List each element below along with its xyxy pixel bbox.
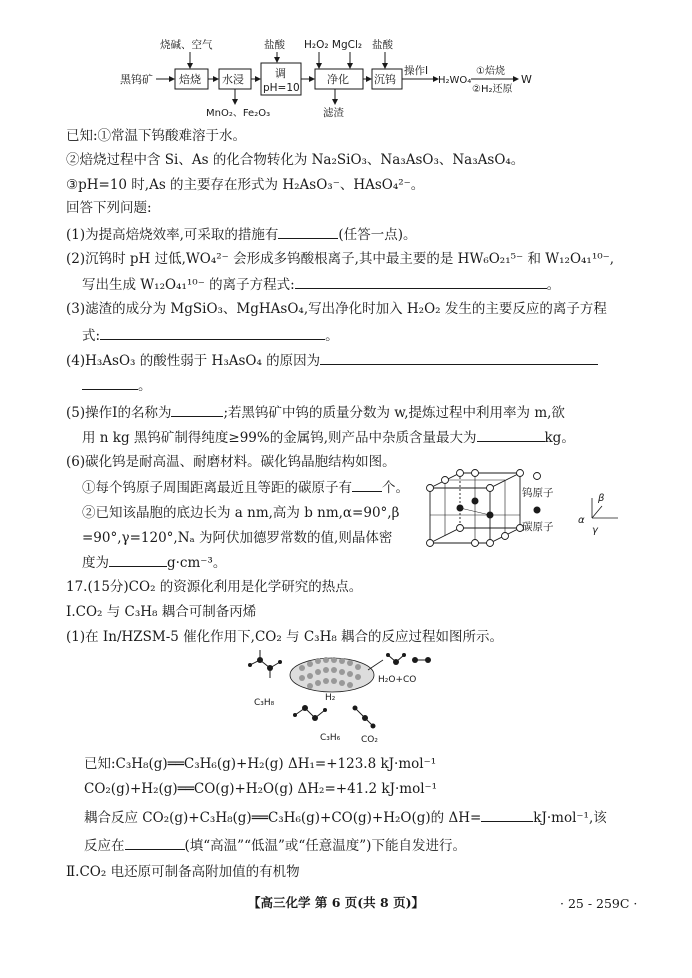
flow-precip-box: 沉钨	[374, 73, 396, 86]
q6-text-a: ①每个钨原子周围距离最近且等距的碳原子有	[82, 480, 352, 496]
q4-text: (4)H₃AsO₃ 的酸性弱于 H₃AsO₄ 的原因为	[66, 353, 321, 369]
angle-alpha: α	[578, 515, 585, 526]
fig-c3h8: C₃H₈	[254, 698, 275, 708]
q5-text-c: 用 n kg 黑钨矿制得纯度≥99%的金属钨,则产品中杂质含量最大为	[82, 430, 477, 446]
flow-residue: 滤渣	[323, 107, 344, 119]
fig-h2: H₂	[325, 693, 336, 703]
legend-carbon: 碳原子	[522, 521, 554, 533]
flow-final: W	[521, 73, 532, 86]
equation-1: 已知:C₃H₈(g)══C₃H₆(g)+H₂(g) ΔH₁=+123.8 kJ·mol⁻¹	[84, 756, 437, 772]
condition-blank[interactable]	[125, 835, 185, 850]
q2-end: 。	[546, 277, 561, 293]
known-2: ②焙烧过程中含 Si、As 的化合物转化为 Na₂SiO₃、Na₃AsO₃、Na₃AsO₄。	[66, 152, 525, 168]
flow-step-2: ②H₂还原	[472, 84, 513, 95]
q2-blank[interactable]	[295, 274, 547, 289]
q5-text-b: ;若黑钨矿中钨的质量分数为 w,提炼过程中利用率为 m,欲	[223, 405, 565, 421]
q1-blank[interactable]	[278, 224, 338, 239]
fig-c3h6: C₃H₆	[320, 733, 341, 743]
flow-hcl-1: 盐酸	[264, 39, 285, 51]
question-6-line-3: ②已知该晶胞的底边长为 a nm,高为 b nm,α=90°,β	[82, 505, 400, 521]
q3-blank[interactable]	[100, 325, 325, 340]
flow-ph-line1: 调	[275, 67, 286, 80]
question-3-line-2	[82, 325, 339, 346]
flow-operation-label: 操作Ⅰ	[404, 65, 429, 77]
known-1: 已知:①常温下钨酸难溶于水。	[66, 128, 247, 144]
angle-gamma: γ	[592, 525, 598, 536]
q6-text-b: 个。	[382, 480, 409, 496]
q1-tail: (任答一点)。	[338, 227, 417, 243]
flow-roast-reagent: 烧碱、空气	[160, 39, 213, 51]
q6-blank-2[interactable]	[109, 552, 167, 567]
question-17-heading: 17.(15分)CO₂ 的资源化利用是化学研究的热点。	[66, 579, 363, 595]
flow-water-box: 水浸	[222, 73, 244, 86]
flow-purify-reagents: H₂O₂ MgCl₂	[304, 39, 363, 51]
flow-ph-line2: pH=10	[263, 82, 300, 94]
q6-blank-1[interactable]	[352, 477, 382, 492]
flow-step-1: ①焙烧	[476, 66, 505, 77]
q1-text: (1)为提高焙烧效率,可采取的措施有	[66, 227, 279, 243]
q6-text-d: g·cm⁻³。	[167, 555, 227, 571]
condition-text-b: (填“高温”“低温”或“任意温度”)下能自发进行。	[184, 838, 466, 854]
flow-purify-box: 净化	[327, 73, 349, 86]
q4-blank-1[interactable]	[320, 350, 598, 365]
question-6-line-4: =90°,γ=120°,Nₐ 为阿伏加德罗常数的值,则晶体密	[82, 530, 393, 546]
question-2-line-1: (2)沉钨时 pH 过低,WO₄²⁻ 会形成多钨酸根离子,其中最主要的是 HW₆O₂₁⁵⁻ 和 W₁₂O₄₁¹⁰⁻,	[66, 251, 615, 267]
question-5-line-2	[82, 427, 575, 448]
question-1	[66, 224, 416, 245]
condition-line	[84, 835, 466, 856]
question-2-line-2	[82, 274, 560, 295]
flow-input-label: 黑钨矿	[120, 73, 153, 86]
fig-h2o-co: H₂O+CO	[378, 675, 417, 685]
q5-blank-2[interactable]	[477, 427, 545, 442]
q5-text-a: (5)操作Ⅰ的名称为	[66, 405, 172, 421]
known-3: ③pH=10 时,As 的主要存在形式为 H₂AsO₃⁻、HAsO₄²⁻。	[66, 177, 425, 193]
flow-roast-box: 焙烧	[179, 73, 201, 86]
coupling-blank[interactable]	[481, 807, 533, 822]
equation-2: CO₂(g)+H₂(g)══CO(g)+H₂O(g) ΔH₂=+41.2 kJ·mol⁻¹	[84, 781, 438, 797]
section-2-title: Ⅱ.CO₂ 电还原可制备高附加值的有机物	[66, 864, 300, 880]
page-footer: 【高三化学 第 6 页(共 8 页)】	[248, 895, 424, 910]
flow-byproduct: MnO₂、Fe₂O₃	[206, 108, 271, 119]
q5-blank-1[interactable]	[171, 402, 223, 417]
section-1-title: Ⅰ.CO₂ 与 C₃H₈ 耦合可制备丙烯	[66, 604, 257, 620]
angle-beta: β	[598, 493, 605, 504]
question-5-line-1	[66, 402, 565, 423]
flow-product: H₂WO₄	[438, 75, 472, 86]
question-6-line-2	[82, 477, 409, 498]
q4-end: 。	[138, 378, 152, 394]
answer-prompt: 回答下列问题:	[66, 200, 152, 216]
question-6-line-1: (6)碳化钨是耐高温、耐磨材料。碳化钨晶胞结构如图。	[66, 454, 396, 470]
q6-text-c: 度为	[82, 555, 109, 571]
q3-text: 式:	[82, 328, 101, 344]
coupling-unit: kJ·mol⁻¹,该	[533, 810, 607, 826]
flow-hcl-2: 盐酸	[372, 39, 393, 51]
question-17-1: (1)在 In/HZSM-5 催化作用下,CO₂ 与 C₃H₈ 耦合的反应过程如图所示。	[66, 629, 504, 645]
q3-end: 。	[325, 328, 339, 344]
q5-text-d: kg。	[544, 430, 575, 446]
fig-co2: CO₂	[361, 735, 378, 745]
question-4-line-1	[66, 350, 598, 371]
question-3-line-1: (3)滤渣的成分为 MgSiO₃、MgHAsO₄,写出净化时加入 H₂O₂ 发生的主要反应的离子方程	[66, 301, 607, 317]
coupling-line	[84, 807, 607, 828]
question-6-line-5	[82, 552, 226, 573]
tungsten-carbide-unit-cell	[420, 468, 620, 558]
paper-code: · 25 - 259C ·	[560, 896, 638, 911]
q2-text: 写出生成 W₁₂O₄₁¹⁰⁻ 的离子方程式:	[82, 277, 295, 293]
coupling-text: 耦合反应 CO₂(g)+C₃H₈(g)══C₃H₆(g)+CO(g)+H₂O(g)的 ΔH=	[84, 810, 482, 826]
q4-blank-2[interactable]	[82, 375, 138, 390]
reaction-mechanism-figure	[240, 650, 460, 745]
condition-text-a: 反应在	[84, 838, 125, 854]
question-4-line-2	[82, 375, 152, 396]
legend-tungsten: 钨原子	[522, 487, 554, 499]
process-flow-diagram	[120, 36, 550, 120]
